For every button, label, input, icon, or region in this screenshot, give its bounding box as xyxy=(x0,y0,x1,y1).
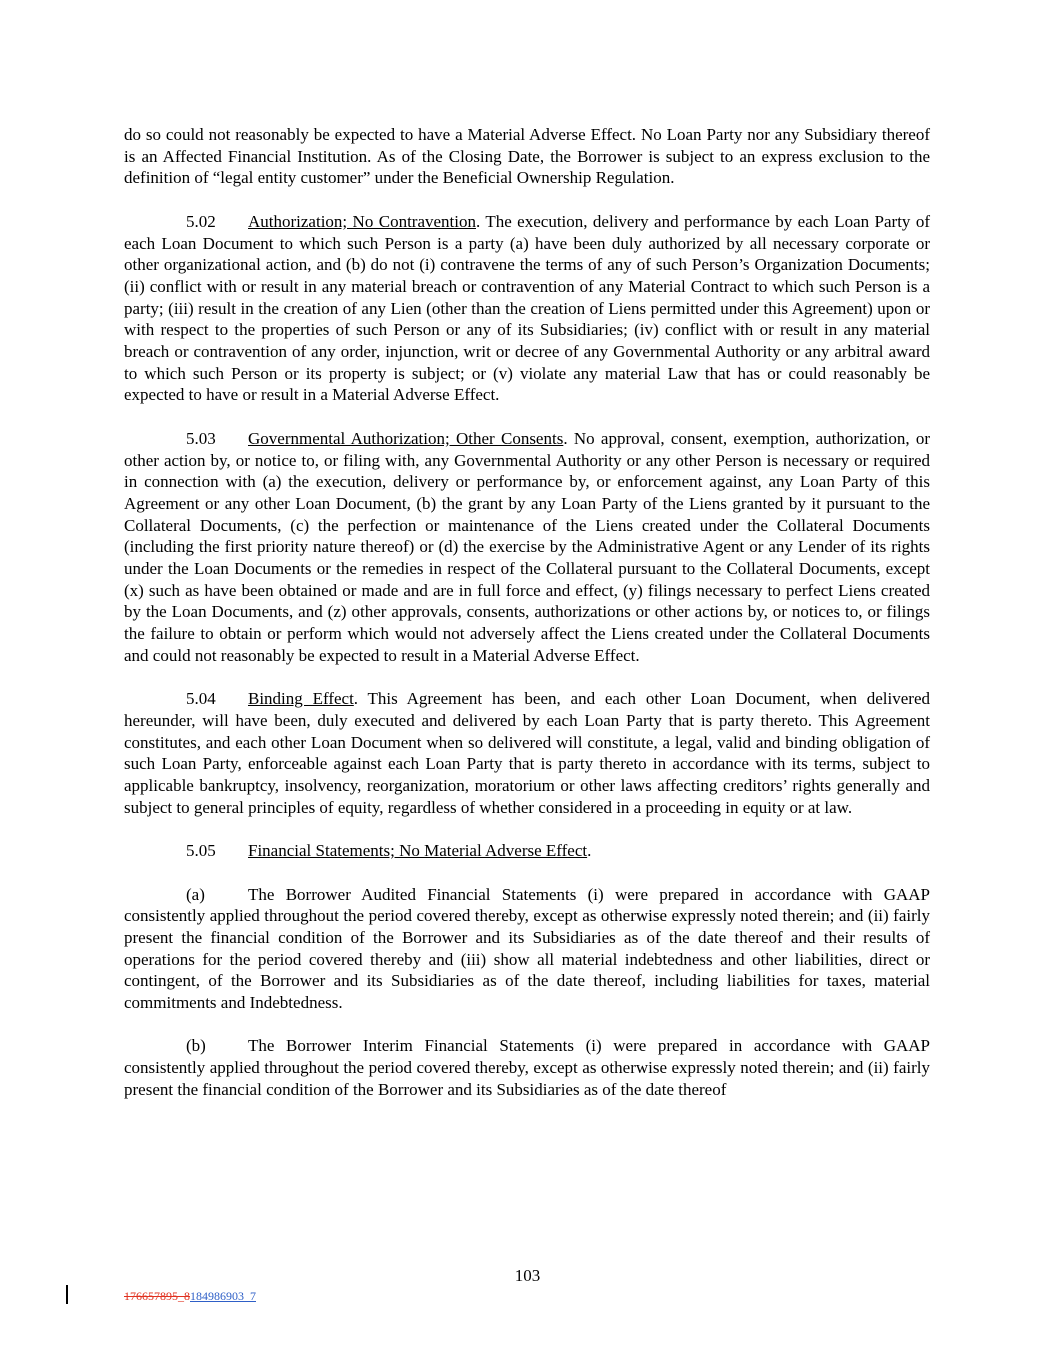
section-heading: Authorization; No Contravention xyxy=(248,211,476,231)
section-5-04 xyxy=(124,688,930,818)
section-number: 5.04 xyxy=(186,689,216,709)
section-heading: Financial Statements; No Material Adverse Effect xyxy=(248,841,588,861)
document-id xyxy=(124,1289,256,1304)
section-5-05 xyxy=(124,840,930,862)
section-number: 5.02 xyxy=(186,211,216,231)
section-5-03 xyxy=(124,428,930,667)
doc-id-inserted: 184986903_7 xyxy=(190,1289,256,1303)
subsection-number: (a) xyxy=(186,884,205,904)
paragraph-text: do so could not reasonably be expected to have a Material Adverse Effect. No Loan Party nor any Subsidiary thereof is an Affected Financial Institution. As of the Closing Date, the Borrower is subject to an express exclusion to the definition of “legal entity customer” under the Beneficial Ownership Regulation. xyxy=(124,125,930,188)
section-text: . No approval, consent, exemption, authorization, or other action by, or notice to, or filing with, any Governmental Authority or any other Person is necessary or required in connection with (a) the execution, delivery or performance by, or enforcement against, any Loan Party of this Agreement or any other Loan Document, (b) the grant by any Loan Party of the Liens granted by it pursuant to the Collateral Documents, (c) the perfection or maintenance of the Liens created under the Collateral Documents (including the first priority nature thereof) or (d) the exercise by the Administrative Agent or any Lender of its rights under the Loan Documents or the remedies in respect of the Collateral pursuant to the Collateral Documents, except (x) such as have been obtained or made and are in full force and effect, (y) filings necessary to perfect Liens created by the Loan Documents, and (z) other approvals, consents, authorizations or other actions by, or notices to, or filings the failure to obtain or perform which would not adversely affect the Liens created under the Collateral Documents and could not reasonably be expected to result in a Material Adverse Effect. xyxy=(124,428,931,665)
subsection-text: The Borrower Interim Financial Statements (i) were prepared in accordance with GAAP consistently applied throughout the period covered thereby, except as otherwise expressly noted therein; and (ii) fairly present the financial condition of the Borrower and its Subsidiaries as of the date thereof xyxy=(124,1036,930,1099)
document-body xyxy=(124,124,930,1122)
subsection-5-05-a xyxy=(124,884,930,1014)
section-text: . This Agreement has been, and each other Loan Document, when delivered hereunder, will have been, duly executed and delivered by each Loan Party that is party thereto. This Agreement constitutes, and each other Loan Document when so delivered will constitute, a legal, valid and binding obligation of such Loan Party, enforceable against each Loan Party that is party thereto in accordance with its terms, subject to applicable bankruptcy, insolvency, reorganization, moratorium or other laws affecting creditors’ rights generally and subject to general principles of equity, regardless of whether considered in a proceeding in equity or at law. xyxy=(124,689,930,817)
page-number: 103 xyxy=(514,1266,541,1285)
paragraph-continuation xyxy=(124,124,930,189)
section-heading: Binding Effect xyxy=(248,689,354,709)
section-heading: Governmental Authorization; Other Consents xyxy=(248,428,564,448)
section-number: 5.05 xyxy=(186,841,216,861)
section-5-02 xyxy=(124,211,930,406)
section-number: 5.03 xyxy=(186,428,216,448)
subsection-text: The Borrower Audited Financial Statements (i) were prepared in accordance with GAAP consistently applied throughout the period covered thereby, except as otherwise expressly noted therein; and (ii) fairly present the financial condition of the Borrower and its Subsidiaries as of the date thereof and their results of operations for the period covered thereby and (iii) show all material indebtedness and other liabilities, direct or contingent, of the Borrower and its Subsidiaries as of the date thereof, including liabilities for taxes, material commitments and Indebtedness. xyxy=(124,884,930,1013)
doc-id-deleted: 176657895_8 xyxy=(124,1289,190,1303)
section-text: . The execution, delivery and performance by each Loan Party of each Loan Document to which such Person is a party (a) have been duly authorized by all necessary corporate or other organizational action, and (b) do not (i) contravene the terms of any of such Person’s Organization Documents; (ii) conflict with or result in any material breach or contravention of any Material Contract to which such Person is a party; (iii) result in the creation of any Lien (other than the creation of Liens permitted under this Agreement) upon or with respect to the properties of such Person or any of its Subsidiaries; (iv) conflict with or result in any material breach or contravention of any order, injunction, writ or decree of any Governmental Authority or any arbitral award to which such Person or its property is subject; or (v) violate any material Law that has or could reasonably be expected to have or result in a Material Adverse Effect. xyxy=(124,211,930,405)
subsection-number: (b) xyxy=(186,1036,206,1056)
subsection-5-05-b xyxy=(124,1035,930,1100)
revision-change-bar xyxy=(66,1285,68,1304)
section-text: . xyxy=(587,841,592,861)
